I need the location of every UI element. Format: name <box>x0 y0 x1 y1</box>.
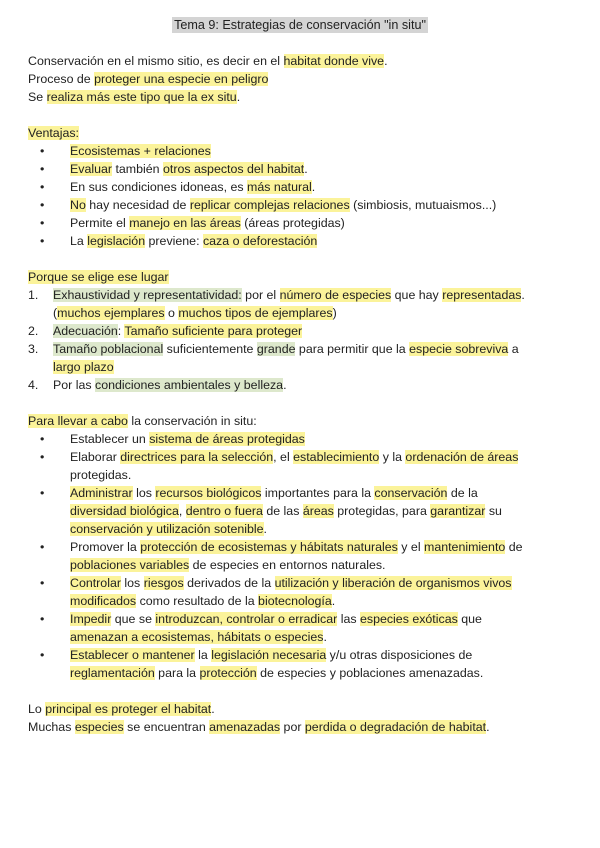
llevar-item-1: Establecer un sistema de áreas protegidas <box>70 432 305 446</box>
list-number: 4. <box>28 378 39 392</box>
bullet: • <box>40 144 45 158</box>
bullet: • <box>40 612 45 626</box>
porque-heading: Porque se elige ese lugar <box>28 270 169 284</box>
bullet: • <box>40 450 45 464</box>
ventaja-item-4: No hay necesidad de replicar complejas relaciones (simbiosis, mutuaismos...) <box>70 198 497 212</box>
bullet: • <box>40 180 45 194</box>
llevar-item-4: Promover la protección de ecosistemas y hábitats naturales y el mantenimiento de poblaciones variables de especies en entornos naturales. <box>70 540 523 572</box>
list-number: 3. <box>28 342 39 356</box>
ventaja-item-2: Evaluar también otros aspectos del habitat. <box>70 162 308 176</box>
bullet: • <box>40 576 45 590</box>
llevar-item-2: Elaborar directrices para la selección, el establecimiento y la ordenación de áreas protegidas. <box>70 450 519 482</box>
llevar-item-3: Administrar los recursos biológicos importantes para la conservación de la diversidad biológica, dentro o fuera de las áreas protegidas, para garantizar su conservación y utilización sotenible. <box>70 486 502 536</box>
llevar-item-7: Establecer o mantener la legislación necesaria y/u otras disposiciones de reglamentación para la protección de especies y poblaciones amenazadas. <box>70 648 484 680</box>
intro-line-3: Se realiza más este tipo que la ex situ. <box>28 90 241 104</box>
porque-item-3: Tamaño poblacional suficientemente grande para permitir que la especie sobreviva a largo plazo <box>53 342 519 374</box>
llevar-heading: Para llevar a cabo la conservación in situ: <box>28 414 257 428</box>
porque-item-1: Exhaustividad y representatividad: por el número de especies que hay representadas. (muchos ejemplares o muchos tipos de ejemplares) <box>53 288 525 320</box>
intro-line-1: Conservación en el mismo sitio, es decir en el habitat donde vive. <box>28 54 388 68</box>
bullet: • <box>40 432 45 446</box>
closing-line-2: Muchas especies se encuentran amenazadas por perdida o degradación de habitat. <box>28 720 490 734</box>
ventaja-item-3: En sus condiciones idoneas, es más natural. <box>70 180 316 194</box>
intro-line-2: Proceso de proteger una especie en peligro <box>28 72 269 86</box>
bullet: • <box>40 198 45 212</box>
bullet: • <box>40 162 45 176</box>
list-number: 2. <box>28 324 39 338</box>
closing-line-1: Lo principal es proteger el habitat. <box>28 702 215 716</box>
porque-item-4: Por las condiciones ambientales y belleza. <box>53 378 287 392</box>
ventaja-item-1: Ecosistemas + relaciones <box>70 144 211 158</box>
bullet: • <box>40 486 45 500</box>
bullet: • <box>40 216 45 230</box>
llevar-item-5: Controlar los riesgos derivados de la utilización y liberación de organismos vivos modificados como resultado de la biotecnología. <box>70 576 512 608</box>
bullet: • <box>40 648 45 662</box>
porque-item-2: Adecuación: Tamaño suficiente para proteger <box>53 324 303 338</box>
ventaja-item-6: La legislación previene: caza o deforestación <box>70 234 318 248</box>
bullet: • <box>40 540 45 554</box>
list-number: 1. <box>28 288 39 302</box>
title-text: Tema 9: Estrategias de conservación "in situ" <box>174 18 426 32</box>
llevar-item-6: Impedir que se introduzcan, controlar o erradicar las especies exóticas que amenazan a ecosistemas, hábitats o especies. <box>70 612 482 644</box>
ventaja-item-5: Permite el manejo en las áreas (áreas protegidas) <box>70 216 345 230</box>
ventajas-heading: Ventajas: <box>28 126 79 140</box>
document-title <box>0 16 600 34</box>
bullet: • <box>40 234 45 248</box>
